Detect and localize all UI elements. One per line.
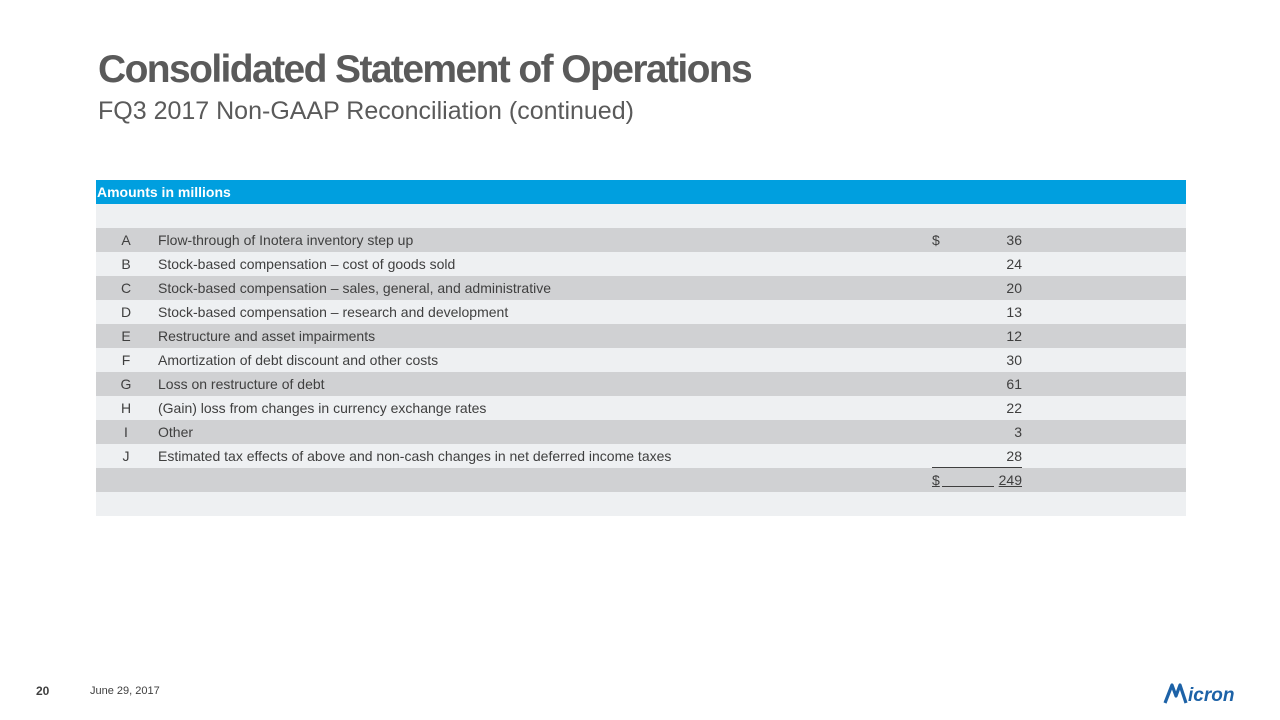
row-value: 20 bbox=[1006, 280, 1022, 296]
row-value: 28 bbox=[1006, 448, 1022, 464]
row-value: 24 bbox=[1006, 256, 1022, 272]
row-letter: D bbox=[120, 304, 132, 320]
page-number: 20 bbox=[36, 684, 50, 698]
micron-logo bbox=[1162, 680, 1262, 706]
logo-m-mark bbox=[1165, 685, 1186, 703]
row-value: 13 bbox=[1006, 304, 1022, 320]
row-value: 12 bbox=[1006, 328, 1022, 344]
table-header: Amounts in millions bbox=[96, 180, 1186, 204]
spacer-row bbox=[96, 204, 1186, 228]
total-value-text: 249 bbox=[998, 472, 1022, 488]
reconciliation-table bbox=[96, 180, 1186, 516]
table-row bbox=[96, 252, 1186, 276]
row-value: 61 bbox=[1006, 376, 1022, 392]
page-subtitle: FQ3 2017 Non-GAAP Reconciliation (continued) bbox=[98, 97, 634, 125]
logo-text: icron bbox=[1188, 685, 1235, 706]
row-letter: G bbox=[120, 376, 132, 392]
row-label: Estimated tax effects of above and non-cash changes in net deferred income taxes bbox=[158, 448, 672, 464]
spacer-row bbox=[96, 492, 1186, 516]
row-label: Restructure and asset impairments bbox=[158, 328, 376, 344]
row-letter: E bbox=[121, 328, 131, 344]
row-label: Amortization of debt discount and other costs bbox=[158, 352, 439, 368]
row-value: 22 bbox=[1006, 400, 1022, 416]
total-currency: $ bbox=[932, 472, 940, 488]
table-row bbox=[96, 348, 1186, 372]
row-letter: H bbox=[120, 400, 132, 416]
total-row bbox=[96, 468, 1186, 492]
row-label: Other bbox=[158, 424, 194, 440]
total-underline-area bbox=[932, 468, 1022, 492]
row-label: Stock-based compensation – sales, general, and administrative bbox=[158, 280, 551, 296]
row-label: Stock-based compensation – research and development bbox=[158, 304, 509, 320]
row-value: 30 bbox=[1006, 352, 1022, 368]
table-row bbox=[96, 276, 1186, 300]
row-label: (Gain) loss from changes in currency exchange rates bbox=[158, 400, 487, 416]
row-letter: B bbox=[121, 256, 131, 272]
table-row bbox=[96, 300, 1186, 324]
row-label: Loss on restructure of debt bbox=[158, 376, 325, 392]
table-row bbox=[96, 420, 1186, 444]
row-value: 3 bbox=[1014, 424, 1022, 440]
page-title: Consolidated Statement of Operations bbox=[98, 48, 752, 91]
row-label: Flow-through of Inotera inventory step up bbox=[158, 232, 414, 248]
total-underline bbox=[942, 486, 994, 487]
row-label: Stock-based compensation – cost of goods sold bbox=[158, 256, 456, 272]
table-row bbox=[96, 324, 1186, 348]
row-letter: J bbox=[122, 448, 130, 464]
table-row bbox=[96, 444, 1186, 468]
row-letter: F bbox=[121, 352, 131, 368]
table-row bbox=[96, 372, 1186, 396]
footer-date: June 29, 2017 bbox=[90, 685, 160, 697]
row-letter: I bbox=[124, 424, 128, 440]
row-letter: A bbox=[121, 232, 131, 248]
row-currency: $ bbox=[932, 232, 940, 248]
table-row bbox=[96, 396, 1186, 420]
row-letter: C bbox=[120, 280, 132, 296]
table-row bbox=[96, 228, 1186, 252]
row-value: 36 bbox=[1006, 232, 1022, 248]
